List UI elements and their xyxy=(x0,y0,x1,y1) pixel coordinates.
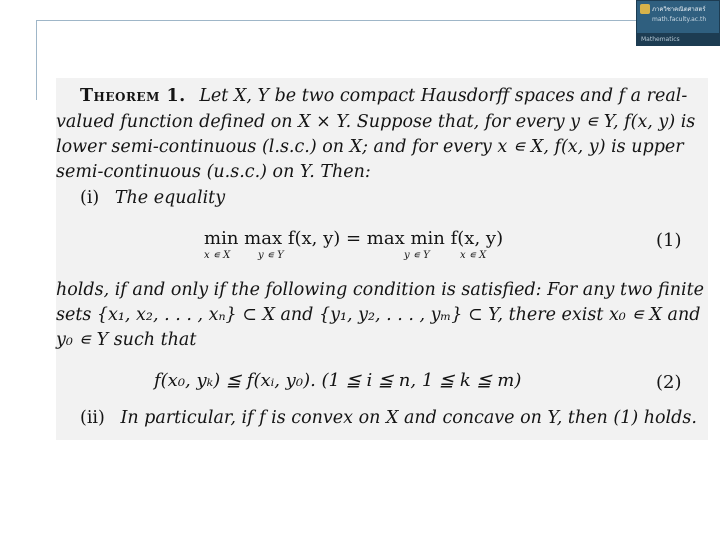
eq1-subscript-min-x: x ∊ X xyxy=(204,250,231,261)
theorem-line-3: lower semi-continuous (l.s.c.) on X; and for every x ∊ X, f(x, y) is upper xyxy=(56,137,684,157)
theorem-line-4: semi-continuous (u.s.c.) on Y. Then: xyxy=(56,162,371,182)
part-i xyxy=(80,190,225,208)
eq1-subscript-max-y-right: y ∊ Y xyxy=(404,250,430,261)
part-ii xyxy=(80,410,697,428)
logo-line-2: math.faculty.ac.th xyxy=(652,16,707,23)
eq1-subscript-min-x-right: x ∊ X xyxy=(460,250,487,261)
logo-line-1: ภาควิชาคณิตศาสตร์ xyxy=(652,6,706,13)
frame-top-rule xyxy=(36,20,636,21)
theorem-heading: Theorem 1. xyxy=(80,86,186,106)
theorem-line-6: sets {x₁, x₂, . . . , xₙ} ⊂ X and {y₁, y₂, . . . , yₘ} ⊂ Y, there exist x₀ ∊ X and xyxy=(56,305,701,325)
crest-icon xyxy=(640,4,650,14)
logo-line-3: Mathematics xyxy=(641,36,680,43)
equation-1: min max f(x, y) = max min f(x, y) xyxy=(204,228,504,249)
part-i-label: (i) xyxy=(80,188,100,208)
institution-logo xyxy=(636,0,720,46)
theorem-scan xyxy=(56,78,708,440)
equation-2-number: (2) xyxy=(656,372,682,393)
frame-left-rule xyxy=(36,20,37,100)
theorem-line-7: y₀ ∊ Y such that xyxy=(56,330,197,350)
theorem-line-1 xyxy=(80,88,687,106)
theorem-line-5: holds, if and only if the following condition is satisfied: For any two finite xyxy=(56,280,704,300)
part-i-text: The equality xyxy=(114,188,226,208)
eq1-subscript-max-y: y ∊ Y xyxy=(258,250,284,261)
part-ii-label: (ii) xyxy=(80,408,105,428)
theorem-line-1-text: Let X, Y be two compact Hausdorff spaces and f a real- xyxy=(199,86,688,106)
theorem-line-2: valued function defined on X × Y. Suppose that, for every y ∊ Y, f(x, y) is xyxy=(56,112,696,132)
part-ii-text: In particular, if f is convex on X and concave on Y, then (1) holds. xyxy=(120,408,697,428)
equation-2: f(x₀, yₖ) ≦ f(xᵢ, y₀). (1 ≦ i ≦ n, 1 ≦ k ≦ m) xyxy=(154,370,522,391)
equation-1-number: (1) xyxy=(656,230,682,251)
